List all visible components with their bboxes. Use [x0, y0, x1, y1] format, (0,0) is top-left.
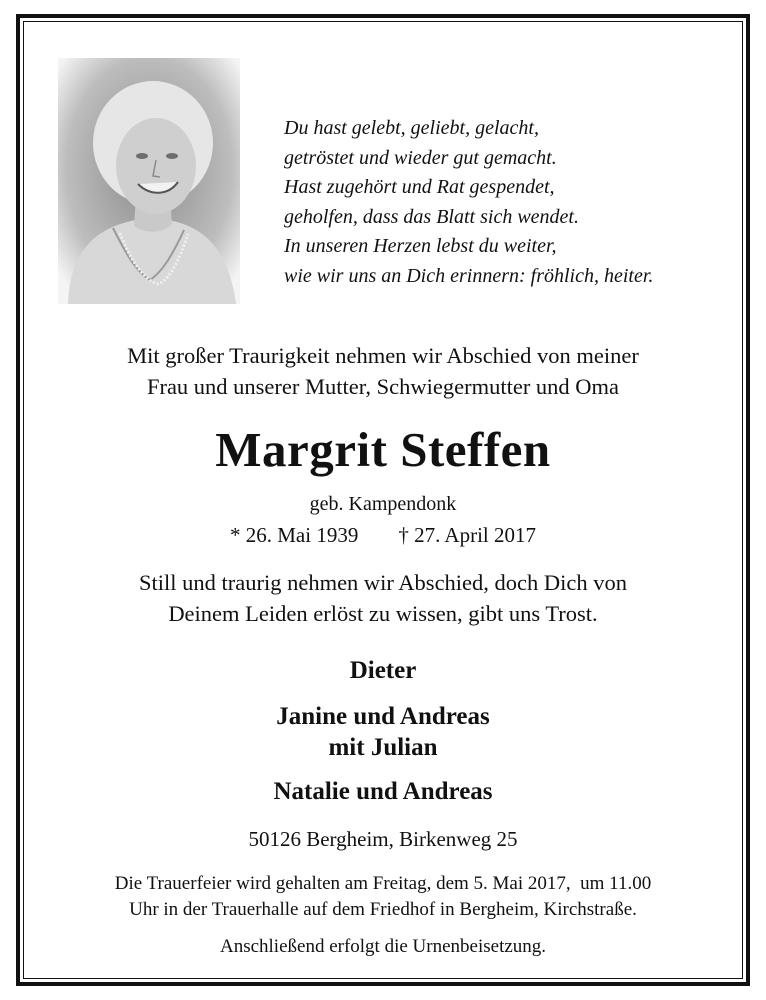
poem-line: Hast zugehört und Rat gespendet, [284, 176, 555, 198]
poem-line: wie wir uns an Dich erinnern: fröhlich, heiter. [284, 264, 654, 287]
intro-line-1: Mit großer Traurigkeit nehmen wir Abschied von meiner [127, 343, 639, 368]
intro-line-2: Frau und unserer Mutter, Schwiegermutter und Oma [146, 374, 620, 399]
service-line-2: Uhr in der Trauerhalle auf dem Friedhof in Bergheim, Kirchstraße. [129, 898, 637, 920]
farewell-line-1: Still und traurig nehmen wir Abschied, doch Dich von [138, 570, 628, 595]
poem [284, 114, 734, 291]
poem-line: geholfen, dass das Blatt sich wendet. [284, 205, 579, 228]
deceased-name: Margrit Steffen [215, 422, 551, 477]
intro-text [20, 340, 746, 402]
service-line-1: Die Trauerfeier wird gehalten am Freitag, dem 5. Mai 2017, um 11.00 [114, 873, 652, 894]
family-child-1: Janine und Andreas [276, 703, 490, 730]
poem-line: In unseren Herzen lebst du weiter, [284, 235, 557, 257]
maiden-name: geb. Kampendonk [309, 493, 457, 515]
birth-date: * 26. Mai 1939 [230, 523, 359, 547]
service-info [20, 871, 746, 922]
life-dates [20, 521, 746, 549]
address: 50126 Bergheim, Birkenweg 25 [248, 827, 518, 851]
family-grandchild: mit Julian [328, 734, 438, 761]
poem-line: Du hast gelebt, geliebt, gelacht, [284, 117, 539, 139]
farewell-line-2: Deinem Leiden erlöst zu wissen, gibt uns Trost. [168, 601, 598, 626]
family-child-2: Natalie und Andreas [273, 778, 493, 805]
burial-info: Anschließend erfolgt die Urnenbeisetzung. [219, 936, 547, 957]
poem-line: getröstet und wieder gut gemacht. [284, 146, 557, 169]
family-spouse: Dieter [349, 657, 417, 684]
death-date: † 27. April 2017 [398, 523, 536, 547]
portrait-photo [58, 58, 240, 304]
farewell-text [20, 567, 746, 629]
